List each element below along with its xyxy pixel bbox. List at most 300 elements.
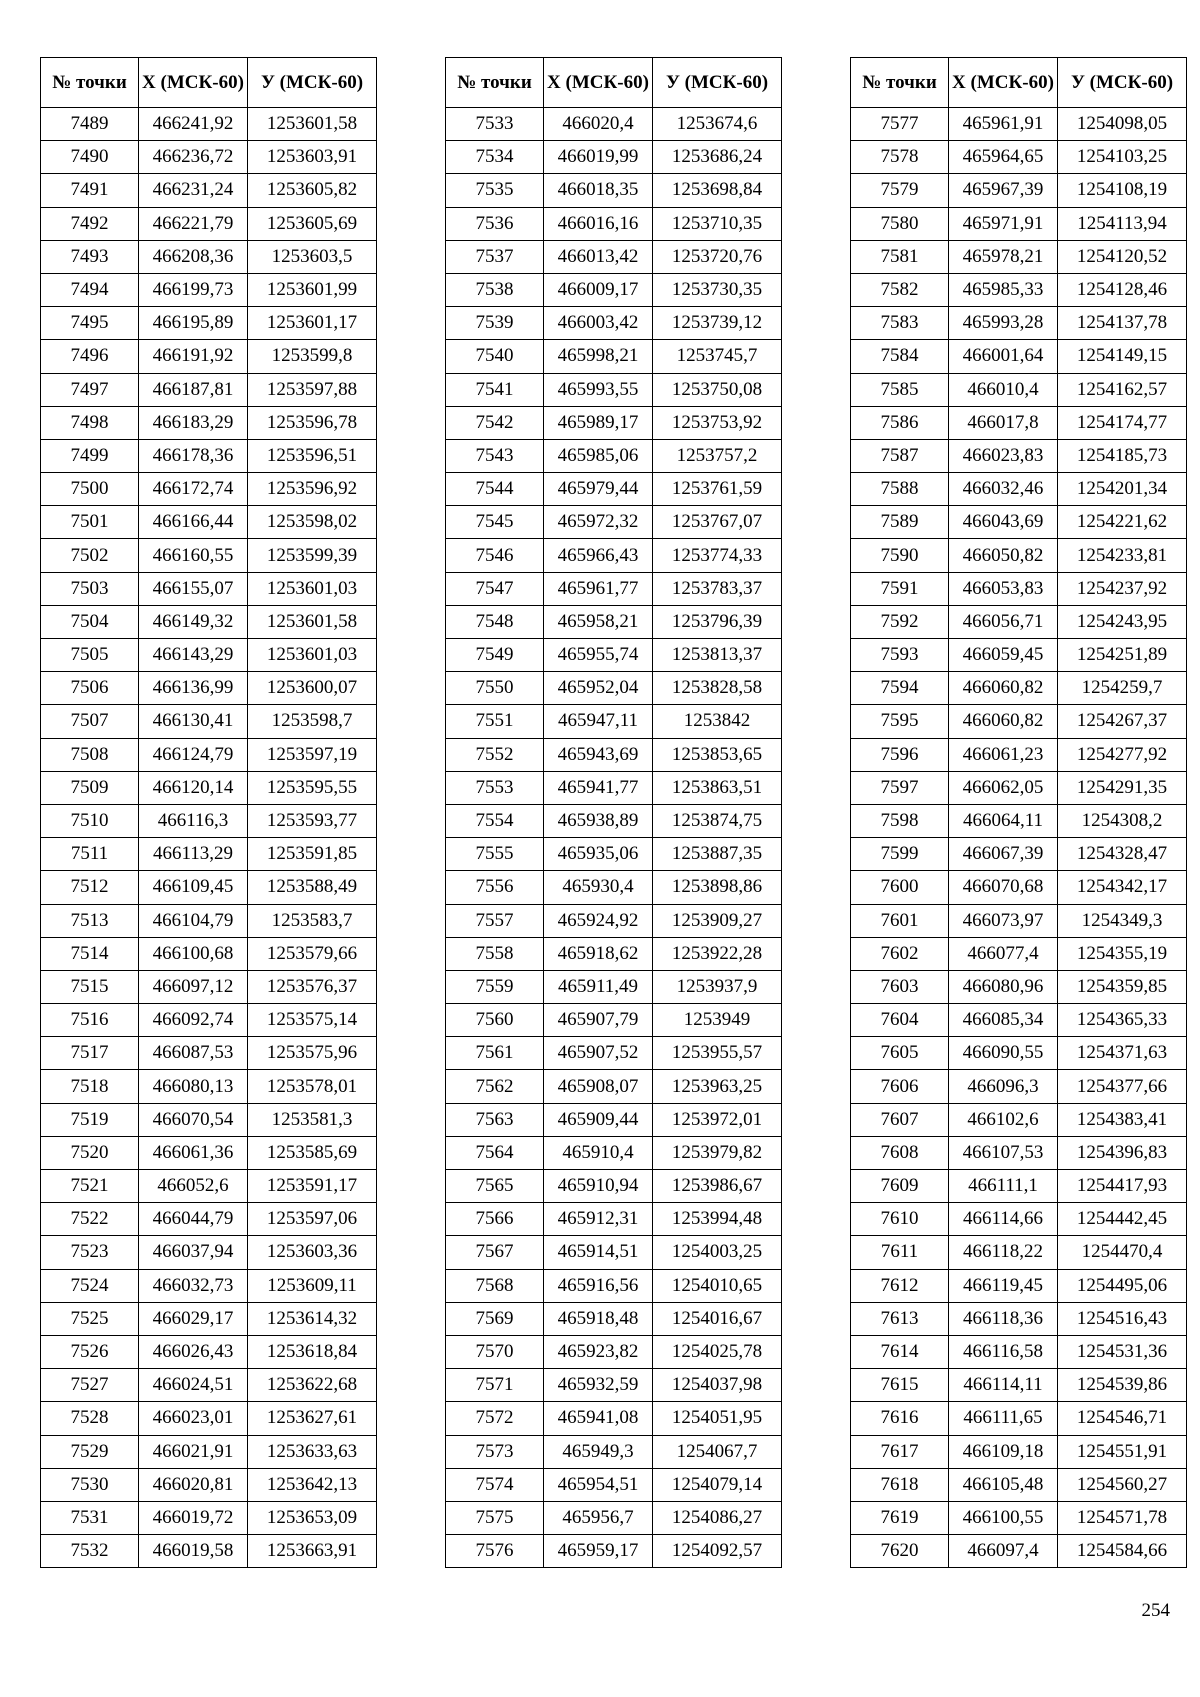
table-row: [41, 1402, 377, 1435]
cell-x-coordinate: 466080,96: [949, 970, 1058, 1003]
cell-y-coordinate: 1253730,35: [653, 273, 782, 306]
cell-point-number: 7578: [851, 141, 949, 174]
cell-point-number: 7524: [41, 1269, 139, 1302]
table-row: [446, 273, 782, 306]
cell-y-coordinate: 1253575,14: [248, 1004, 377, 1037]
coordinates-table-2: [445, 57, 782, 1568]
cell-point-number: 7551: [446, 705, 544, 738]
table-row: [41, 108, 377, 141]
cell-x-coordinate: 466053,83: [949, 572, 1058, 605]
cell-y-coordinate: 1253774,33: [653, 539, 782, 572]
cell-x-coordinate: 465930,4: [544, 871, 653, 904]
cell-y-coordinate: 1254383,41: [1058, 1103, 1187, 1136]
table-row: [851, 1468, 1187, 1501]
cell-x-coordinate: 465972,32: [544, 506, 653, 539]
cell-point-number: 7601: [851, 904, 949, 937]
cell-y-coordinate: 1253994,48: [653, 1203, 782, 1236]
cell-x-coordinate: 466097,4: [949, 1535, 1058, 1568]
table-row: [851, 373, 1187, 406]
cell-x-coordinate: 466044,79: [139, 1203, 248, 1236]
cell-x-coordinate: 466096,3: [949, 1070, 1058, 1103]
table-row: [851, 1203, 1187, 1236]
table-row: [851, 871, 1187, 904]
cell-point-number: 7612: [851, 1269, 949, 1302]
table-row: [41, 273, 377, 306]
cell-x-coordinate: 466143,29: [139, 639, 248, 672]
cell-x-coordinate: 466073,97: [949, 904, 1058, 937]
cell-point-number: 7595: [851, 705, 949, 738]
cell-y-coordinate: 1253653,09: [248, 1501, 377, 1534]
cell-y-coordinate: 1253853,65: [653, 738, 782, 771]
cell-point-number: 7534: [446, 141, 544, 174]
cell-y-coordinate: 1254243,95: [1058, 605, 1187, 638]
cell-x-coordinate: 465985,06: [544, 439, 653, 472]
cell-x-coordinate: 466032,46: [949, 473, 1058, 506]
table-row: [41, 1302, 377, 1335]
cell-point-number: 7496: [41, 340, 139, 373]
cell-y-coordinate: 1253842: [653, 705, 782, 738]
cell-x-coordinate: 466087,53: [139, 1037, 248, 1070]
cell-y-coordinate: 1253720,76: [653, 240, 782, 273]
cell-x-coordinate: 466183,29: [139, 406, 248, 439]
cell-point-number: 7498: [41, 406, 139, 439]
table-row: [446, 572, 782, 605]
cell-x-coordinate: 466100,68: [139, 937, 248, 970]
cell-x-coordinate: 466001,64: [949, 340, 1058, 373]
cell-point-number: 7509: [41, 771, 139, 804]
cell-y-coordinate: 1254560,27: [1058, 1468, 1187, 1501]
cell-y-coordinate: 1253576,37: [248, 970, 377, 1003]
cell-y-coordinate: 1254396,83: [1058, 1136, 1187, 1169]
cell-point-number: 7569: [446, 1302, 544, 1335]
cell-x-coordinate: 465993,28: [949, 307, 1058, 340]
table-row: [41, 1170, 377, 1203]
cell-point-number: 7573: [446, 1435, 544, 1468]
cell-y-coordinate: 1253745,7: [653, 340, 782, 373]
cell-point-number: 7619: [851, 1501, 949, 1534]
cell-x-coordinate: 466070,54: [139, 1103, 248, 1136]
cell-point-number: 7586: [851, 406, 949, 439]
cell-y-coordinate: 1254516,43: [1058, 1302, 1187, 1335]
cell-x-coordinate: 465941,08: [544, 1402, 653, 1435]
table-row: [446, 605, 782, 638]
cell-point-number: 7549: [446, 639, 544, 672]
cell-x-coordinate: 465985,33: [949, 273, 1058, 306]
cell-x-coordinate: 466236,72: [139, 141, 248, 174]
table-row: [41, 705, 377, 738]
cell-y-coordinate: 1253909,27: [653, 904, 782, 937]
cell-y-coordinate: 1253588,49: [248, 871, 377, 904]
cell-x-coordinate: 466050,82: [949, 539, 1058, 572]
cell-point-number: 7616: [851, 1402, 949, 1435]
cell-y-coordinate: 1254162,57: [1058, 373, 1187, 406]
cell-x-coordinate: 465943,69: [544, 738, 653, 771]
cell-x-coordinate: 466067,39: [949, 838, 1058, 871]
table-row: [851, 108, 1187, 141]
header-x-coordinate: Х (МСК-60): [139, 58, 248, 108]
cell-y-coordinate: 1253603,36: [248, 1236, 377, 1269]
table-row: [41, 473, 377, 506]
header-point-number: № точки: [446, 58, 544, 108]
cell-x-coordinate: 466191,92: [139, 340, 248, 373]
cell-point-number: 7581: [851, 240, 949, 273]
cell-y-coordinate: 1254221,62: [1058, 506, 1187, 539]
cell-y-coordinate: 1254237,92: [1058, 572, 1187, 605]
table-row: [41, 506, 377, 539]
table-row: [41, 539, 377, 572]
cell-x-coordinate: 466221,79: [139, 207, 248, 240]
cell-x-coordinate: 466104,79: [139, 904, 248, 937]
table-row: [851, 1170, 1187, 1203]
cell-point-number: 7516: [41, 1004, 139, 1037]
table-row: [41, 1535, 377, 1568]
cell-point-number: 7596: [851, 738, 949, 771]
cell-y-coordinate: 1254067,7: [653, 1435, 782, 1468]
cell-y-coordinate: 1254470,4: [1058, 1236, 1187, 1269]
cell-x-coordinate: 466109,45: [139, 871, 248, 904]
cell-point-number: 7589: [851, 506, 949, 539]
cell-x-coordinate: 466195,89: [139, 307, 248, 340]
cell-x-coordinate: 465955,74: [544, 639, 653, 672]
cell-x-coordinate: 466019,99: [544, 141, 653, 174]
cell-x-coordinate: 466178,36: [139, 439, 248, 472]
table-row: [851, 1136, 1187, 1169]
table-row: [851, 406, 1187, 439]
cell-y-coordinate: 1253874,75: [653, 804, 782, 837]
cell-x-coordinate: 466023,01: [139, 1402, 248, 1435]
table-body: [851, 108, 1187, 1568]
cell-point-number: 7557: [446, 904, 544, 937]
cell-x-coordinate: 465924,92: [544, 904, 653, 937]
cell-x-coordinate: 465959,17: [544, 1535, 653, 1568]
table-row: [41, 406, 377, 439]
cell-y-coordinate: 1253739,12: [653, 307, 782, 340]
table-row: [446, 1203, 782, 1236]
cell-y-coordinate: 1253599,8: [248, 340, 377, 373]
cell-point-number: 7608: [851, 1136, 949, 1169]
cell-y-coordinate: 1254531,36: [1058, 1335, 1187, 1368]
cell-point-number: 7500: [41, 473, 139, 506]
cell-y-coordinate: 1253601,58: [248, 605, 377, 638]
cell-x-coordinate: 466113,29: [139, 838, 248, 871]
table-row: [446, 1501, 782, 1534]
cell-x-coordinate: 465971,91: [949, 207, 1058, 240]
cell-point-number: 7532: [41, 1535, 139, 1568]
cell-x-coordinate: 465961,77: [544, 572, 653, 605]
cell-point-number: 7611: [851, 1236, 949, 1269]
cell-point-number: 7533: [446, 108, 544, 141]
cell-y-coordinate: 1254016,67: [653, 1302, 782, 1335]
cell-point-number: 7567: [446, 1236, 544, 1269]
table-row: [446, 141, 782, 174]
cell-x-coordinate: 465967,39: [949, 174, 1058, 207]
cell-point-number: 7520: [41, 1136, 139, 1169]
cell-y-coordinate: 1253937,9: [653, 970, 782, 1003]
table-row: [41, 1070, 377, 1103]
table-row: [41, 1369, 377, 1402]
cell-point-number: 7575: [446, 1501, 544, 1534]
cell-point-number: 7492: [41, 207, 139, 240]
table-row: [446, 1435, 782, 1468]
cell-x-coordinate: 466019,58: [139, 1535, 248, 1568]
table-row: [446, 1004, 782, 1037]
cell-y-coordinate: 1253597,19: [248, 738, 377, 771]
cell-y-coordinate: 1253674,6: [653, 108, 782, 141]
cell-y-coordinate: 1253698,84: [653, 174, 782, 207]
cell-point-number: 7590: [851, 539, 949, 572]
table-row: [41, 605, 377, 638]
cell-y-coordinate: 1253813,37: [653, 639, 782, 672]
cell-point-number: 7582: [851, 273, 949, 306]
cell-y-coordinate: 1253583,7: [248, 904, 377, 937]
cell-point-number: 7537: [446, 240, 544, 273]
cell-y-coordinate: 1254079,14: [653, 1468, 782, 1501]
header-point-number: № точки: [41, 58, 139, 108]
cell-y-coordinate: 1253605,82: [248, 174, 377, 207]
cell-point-number: 7580: [851, 207, 949, 240]
cell-y-coordinate: 1253597,06: [248, 1203, 377, 1236]
table-row: [851, 738, 1187, 771]
cell-y-coordinate: 1253575,96: [248, 1037, 377, 1070]
cell-point-number: 7494: [41, 273, 139, 306]
header-point-number: № точки: [851, 58, 949, 108]
cell-x-coordinate: 466090,55: [949, 1037, 1058, 1070]
table-row: [41, 1269, 377, 1302]
cell-point-number: 7602: [851, 937, 949, 970]
cell-point-number: 7521: [41, 1170, 139, 1203]
cell-point-number: 7525: [41, 1302, 139, 1335]
cell-x-coordinate: 466018,35: [544, 174, 653, 207]
cell-point-number: 7489: [41, 108, 139, 141]
table-row: [446, 406, 782, 439]
cell-point-number: 7585: [851, 373, 949, 406]
cell-x-coordinate: 466024,51: [139, 1369, 248, 1402]
cell-point-number: 7497: [41, 373, 139, 406]
cell-y-coordinate: 1253686,24: [653, 141, 782, 174]
cell-y-coordinate: 1254137,78: [1058, 307, 1187, 340]
table-row: [851, 307, 1187, 340]
cell-point-number: 7591: [851, 572, 949, 605]
cell-y-coordinate: 1253710,35: [653, 207, 782, 240]
cell-y-coordinate: 1253633,63: [248, 1435, 377, 1468]
table-row: [851, 1004, 1187, 1037]
cell-point-number: 7508: [41, 738, 139, 771]
cell-point-number: 7620: [851, 1535, 949, 1568]
cell-point-number: 7539: [446, 307, 544, 340]
cell-x-coordinate: 466029,17: [139, 1302, 248, 1335]
cell-y-coordinate: 1254051,95: [653, 1402, 782, 1435]
cell-point-number: 7546: [446, 539, 544, 572]
table-row: [41, 207, 377, 240]
cell-y-coordinate: 1254267,37: [1058, 705, 1187, 738]
table-row: [446, 804, 782, 837]
cell-point-number: 7618: [851, 1468, 949, 1501]
table-row: [851, 207, 1187, 240]
table-row: [851, 1335, 1187, 1368]
cell-x-coordinate: 466009,17: [544, 273, 653, 306]
cell-x-coordinate: 466056,71: [949, 605, 1058, 638]
cell-x-coordinate: 466070,68: [949, 871, 1058, 904]
cell-y-coordinate: 1254328,47: [1058, 838, 1187, 871]
cell-point-number: 7572: [446, 1402, 544, 1435]
cell-point-number: 7605: [851, 1037, 949, 1070]
cell-point-number: 7515: [41, 970, 139, 1003]
table-row: [41, 1103, 377, 1136]
cell-x-coordinate: 466136,99: [139, 672, 248, 705]
cell-point-number: 7560: [446, 1004, 544, 1037]
cell-y-coordinate: 1254539,86: [1058, 1369, 1187, 1402]
table-row: [851, 174, 1187, 207]
cell-x-coordinate: 465966,43: [544, 539, 653, 572]
cell-point-number: 7561: [446, 1037, 544, 1070]
table-row: [446, 108, 782, 141]
cell-point-number: 7523: [41, 1236, 139, 1269]
cell-y-coordinate: 1253601,99: [248, 273, 377, 306]
cell-y-coordinate: 1253578,01: [248, 1070, 377, 1103]
cell-x-coordinate: 466118,36: [949, 1302, 1058, 1335]
cell-y-coordinate: 1254277,92: [1058, 738, 1187, 771]
cell-y-coordinate: 1253618,84: [248, 1335, 377, 1368]
cell-y-coordinate: 1253627,61: [248, 1402, 377, 1435]
table-row: [41, 1236, 377, 1269]
cell-y-coordinate: 1254120,52: [1058, 240, 1187, 273]
table-row: [851, 838, 1187, 871]
cell-point-number: 7583: [851, 307, 949, 340]
cell-y-coordinate: 1254365,33: [1058, 1004, 1187, 1037]
cell-y-coordinate: 1253761,59: [653, 473, 782, 506]
table-row: [446, 1037, 782, 1070]
cell-x-coordinate: 465947,11: [544, 705, 653, 738]
cell-y-coordinate: 1253596,78: [248, 406, 377, 439]
cell-y-coordinate: 1253603,5: [248, 240, 377, 273]
cell-x-coordinate: 466130,41: [139, 705, 248, 738]
cell-point-number: 7599: [851, 838, 949, 871]
page-number: 254: [1141, 1600, 1170, 1621]
table-row: [41, 373, 377, 406]
cell-point-number: 7603: [851, 970, 949, 1003]
table-row: [446, 639, 782, 672]
table-row: [41, 1037, 377, 1070]
coordinates-table-3: [850, 57, 1187, 1568]
cell-point-number: 7615: [851, 1369, 949, 1402]
table-row: [41, 871, 377, 904]
cell-point-number: 7614: [851, 1335, 949, 1368]
cell-point-number: 7555: [446, 838, 544, 871]
cell-y-coordinate: 1253585,69: [248, 1136, 377, 1169]
table-row: [41, 1501, 377, 1534]
cell-y-coordinate: 1253753,92: [653, 406, 782, 439]
cell-x-coordinate: 466017,8: [949, 406, 1058, 439]
table-row: [41, 1136, 377, 1169]
cell-y-coordinate: 1253949: [653, 1004, 782, 1037]
cell-x-coordinate: 465979,44: [544, 473, 653, 506]
cell-x-coordinate: 465909,44: [544, 1103, 653, 1136]
cell-y-coordinate: 1254174,77: [1058, 406, 1187, 439]
table-row: [446, 771, 782, 804]
cell-point-number: 7522: [41, 1203, 139, 1236]
cell-x-coordinate: 466020,81: [139, 1468, 248, 1501]
table-row: [41, 1335, 377, 1368]
table-row: [41, 1004, 377, 1037]
cell-point-number: 7538: [446, 273, 544, 306]
cell-y-coordinate: 1253979,82: [653, 1136, 782, 1169]
cell-x-coordinate: 465918,62: [544, 937, 653, 970]
cell-x-coordinate: 466241,92: [139, 108, 248, 141]
header-y-coordinate: У (МСК-60): [248, 58, 377, 108]
cell-y-coordinate: 1253601,17: [248, 307, 377, 340]
cell-x-coordinate: 466114,66: [949, 1203, 1058, 1236]
header-y-coordinate: У (МСК-60): [653, 58, 782, 108]
cell-y-coordinate: 1253963,25: [653, 1070, 782, 1103]
cell-x-coordinate: 466118,22: [949, 1236, 1058, 1269]
table-header-row: [446, 58, 782, 108]
table-row: [851, 1302, 1187, 1335]
cell-point-number: 7609: [851, 1170, 949, 1203]
table-row: [851, 1435, 1187, 1468]
table-row: [851, 904, 1187, 937]
table-row: [41, 1203, 377, 1236]
cell-point-number: 7588: [851, 473, 949, 506]
table-row: [41, 240, 377, 273]
cell-y-coordinate: 1253598,02: [248, 506, 377, 539]
cell-y-coordinate: 1254371,63: [1058, 1037, 1187, 1070]
table-row: [41, 340, 377, 373]
cell-point-number: 7505: [41, 639, 139, 672]
cell-y-coordinate: 1253597,88: [248, 373, 377, 406]
table-row: [851, 1501, 1187, 1534]
cell-y-coordinate: 1254359,85: [1058, 970, 1187, 1003]
cell-point-number: 7570: [446, 1335, 544, 1368]
cell-x-coordinate: 466013,42: [544, 240, 653, 273]
cell-point-number: 7554: [446, 804, 544, 837]
cell-y-coordinate: 1253605,69: [248, 207, 377, 240]
table-row: [851, 970, 1187, 1003]
table-row: [851, 1070, 1187, 1103]
cell-x-coordinate: 466199,73: [139, 273, 248, 306]
cell-y-coordinate: 1254442,45: [1058, 1203, 1187, 1236]
cell-y-coordinate: 1253972,01: [653, 1103, 782, 1136]
cell-x-coordinate: 465998,21: [544, 340, 653, 373]
cell-y-coordinate: 1254342,17: [1058, 871, 1187, 904]
cell-point-number: 7574: [446, 1468, 544, 1501]
cell-x-coordinate: 466116,3: [139, 804, 248, 837]
table-row: [446, 506, 782, 539]
cell-x-coordinate: 466026,43: [139, 1335, 248, 1368]
cell-point-number: 7542: [446, 406, 544, 439]
cell-point-number: 7545: [446, 506, 544, 539]
cell-point-number: 7528: [41, 1402, 139, 1435]
cell-x-coordinate: 465952,04: [544, 672, 653, 705]
cell-y-coordinate: 1253767,07: [653, 506, 782, 539]
table-row: [851, 705, 1187, 738]
cell-x-coordinate: 466208,36: [139, 240, 248, 273]
cell-y-coordinate: 1253783,37: [653, 572, 782, 605]
cell-y-coordinate: 1254003,25: [653, 1236, 782, 1269]
cell-y-coordinate: 1253863,51: [653, 771, 782, 804]
cell-point-number: 7607: [851, 1103, 949, 1136]
cell-point-number: 7610: [851, 1203, 949, 1236]
table-row: [446, 838, 782, 871]
cell-point-number: 7552: [446, 738, 544, 771]
cell-y-coordinate: 1254584,66: [1058, 1535, 1187, 1568]
cell-x-coordinate: 465907,79: [544, 1004, 653, 1037]
cell-point-number: 7526: [41, 1335, 139, 1368]
cell-y-coordinate: 1254349,3: [1058, 904, 1187, 937]
table-row: [446, 705, 782, 738]
cell-point-number: 7617: [851, 1435, 949, 1468]
table-row: [446, 1236, 782, 1269]
cell-x-coordinate: 466060,82: [949, 672, 1058, 705]
